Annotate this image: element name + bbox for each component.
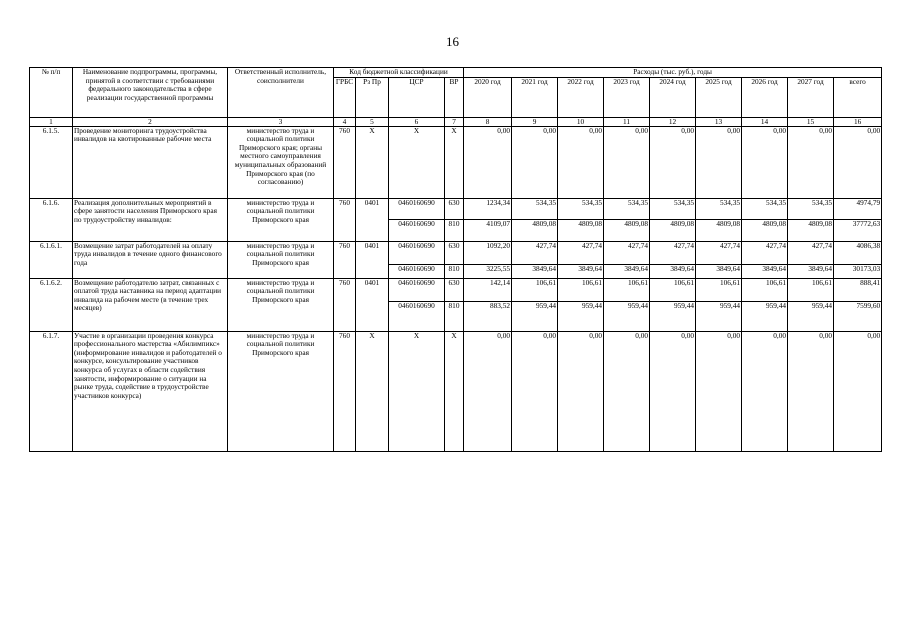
row-vr: 630 xyxy=(445,241,464,264)
header-year: 2022 год xyxy=(558,78,604,118)
row-value: 0,00 xyxy=(650,331,696,451)
row-value: 0,00 xyxy=(742,126,788,198)
row-value: 0,00 xyxy=(512,126,558,198)
row-total: 7599,60 xyxy=(834,301,882,331)
column-index: 4 xyxy=(334,118,356,127)
row-value: 0,00 xyxy=(512,331,558,451)
table-row xyxy=(30,331,882,451)
row-total: 0,00 xyxy=(834,331,882,451)
row-grbs: 760 xyxy=(334,278,356,331)
row-value: 427,74 xyxy=(558,241,604,264)
table-row xyxy=(30,198,882,219)
row-value: 959,44 xyxy=(604,301,650,331)
row-value: 0,00 xyxy=(464,126,512,198)
row-csr: 0460160690 xyxy=(389,198,445,219)
row-csr: 0460160690 xyxy=(389,301,445,331)
row-value: 534,35 xyxy=(604,198,650,219)
column-index: 10 xyxy=(558,118,604,127)
column-index: 8 xyxy=(464,118,512,127)
row-value: 4809,08 xyxy=(558,219,604,241)
row-name: Возмещение затрат работодателей на оплату труда инвалидов в течение одного финансового года xyxy=(73,241,228,278)
row-csr: X xyxy=(389,331,445,451)
header-grbs: ГРБС xyxy=(334,78,356,118)
row-value: 3849,64 xyxy=(696,264,742,278)
table-row xyxy=(30,126,882,198)
row-rzpr: X xyxy=(356,331,389,451)
header-year: 2021 год xyxy=(512,78,558,118)
row-value: 534,35 xyxy=(512,198,558,219)
column-index: 2 xyxy=(73,118,228,127)
row-value: 0,00 xyxy=(788,331,834,451)
row-number: 6.1.6.2. xyxy=(30,278,73,331)
row-name: Реализация дополнительных мероприятий в сфере занятости населения Приморского края по трудоустройству инвалидов: xyxy=(73,198,228,241)
row-value: 959,44 xyxy=(696,301,742,331)
column-index: 11 xyxy=(604,118,650,127)
row-value: 142,14 xyxy=(464,278,512,301)
row-value: 959,44 xyxy=(558,301,604,331)
row-rzpr: 0401 xyxy=(356,278,389,331)
row-number: 6.1.7. xyxy=(30,331,73,451)
row-value: 4809,08 xyxy=(512,219,558,241)
column-index: 3 xyxy=(228,118,334,127)
table-row xyxy=(30,278,882,301)
row-value: 3849,64 xyxy=(788,264,834,278)
header-year: 2025 год xyxy=(696,78,742,118)
row-value: 427,74 xyxy=(512,241,558,264)
header-year: 2023 год xyxy=(604,78,650,118)
row-value: 4809,08 xyxy=(696,219,742,241)
row-value: 427,74 xyxy=(742,241,788,264)
row-value: 427,74 xyxy=(696,241,742,264)
header-year: 2027 год xyxy=(788,78,834,118)
row-value: 1234,34 xyxy=(464,198,512,219)
row-rzpr: 0401 xyxy=(356,241,389,278)
row-value: 0,00 xyxy=(650,126,696,198)
row-value: 4809,08 xyxy=(788,219,834,241)
header-kbk: Код бюджетной классификации xyxy=(334,68,464,78)
row-total: 0,00 xyxy=(834,126,882,198)
header-year: 2024 год xyxy=(650,78,696,118)
row-responsible: министерство труда и социальной политики Приморского края xyxy=(228,331,334,451)
row-vr: X xyxy=(445,331,464,451)
row-number: 6.1.5. xyxy=(30,126,73,198)
header-year: 2026 год xyxy=(742,78,788,118)
column-index: 1 xyxy=(30,118,73,127)
row-value: 959,44 xyxy=(788,301,834,331)
row-csr: 0460160690 xyxy=(389,264,445,278)
row-value: 3849,64 xyxy=(604,264,650,278)
row-value: 0,00 xyxy=(742,331,788,451)
row-grbs: 760 xyxy=(334,331,356,451)
table-row xyxy=(30,241,882,264)
row-value: 0,00 xyxy=(604,331,650,451)
row-number: 6.1.6. xyxy=(30,198,73,241)
row-value: 3849,64 xyxy=(650,264,696,278)
row-vr: 810 xyxy=(445,219,464,241)
row-name: Проведение мониторинга трудоустройства инвалидов на квотированные рабочие места xyxy=(73,126,228,198)
column-index: 12 xyxy=(650,118,696,127)
row-grbs: 760 xyxy=(334,126,356,198)
row-value: 106,61 xyxy=(696,278,742,301)
row-value: 0,00 xyxy=(696,126,742,198)
page-number: 16 xyxy=(446,34,459,49)
row-value: 427,74 xyxy=(604,241,650,264)
budget-table xyxy=(29,67,882,452)
row-responsible: министерство труда и социальной политики Приморского края xyxy=(228,198,334,241)
row-total: 888,41 xyxy=(834,278,882,301)
column-index: 14 xyxy=(742,118,788,127)
row-value: 3849,64 xyxy=(512,264,558,278)
row-value: 534,35 xyxy=(742,198,788,219)
column-index: 7 xyxy=(445,118,464,127)
row-value: 427,74 xyxy=(788,241,834,264)
row-total: 30173,03 xyxy=(834,264,882,278)
row-value: 3849,64 xyxy=(742,264,788,278)
row-value: 106,61 xyxy=(650,278,696,301)
row-vr: X xyxy=(445,126,464,198)
column-index: 15 xyxy=(788,118,834,127)
column-index-row xyxy=(30,118,882,127)
header-rzpr: Рз Пр xyxy=(356,78,389,118)
row-responsible: министерство труда и социальной политики Приморского края xyxy=(228,241,334,278)
row-value: 3225,55 xyxy=(464,264,512,278)
row-value: 106,61 xyxy=(604,278,650,301)
header-total: всего xyxy=(834,78,882,118)
row-value: 4809,08 xyxy=(742,219,788,241)
header-csr: ЦСР xyxy=(389,78,445,118)
row-value: 1092,20 xyxy=(464,241,512,264)
row-number: 6.1.6.1. xyxy=(30,241,73,278)
row-value: 0,00 xyxy=(788,126,834,198)
row-vr: 630 xyxy=(445,278,464,301)
row-value: 0,00 xyxy=(464,331,512,451)
row-value: 4809,08 xyxy=(650,219,696,241)
row-vr: 810 xyxy=(445,264,464,278)
row-csr: X xyxy=(389,126,445,198)
row-csr: 0460160690 xyxy=(389,278,445,301)
row-value: 534,35 xyxy=(558,198,604,219)
row-value: 959,44 xyxy=(512,301,558,331)
row-value: 4109,07 xyxy=(464,219,512,241)
header-num: № п/п xyxy=(30,68,73,118)
row-value: 534,35 xyxy=(696,198,742,219)
row-name: Участие в организации проведения конкурса профессионального мастерства «Абилимпикс» (информирование инвалидов и работодателей о конкурсе, консультирование участников конкурса об услугах в области содействия занятости, информирование о ситуации на рынке труда, содействие в трудоустройстве участников конкурса) xyxy=(73,331,228,451)
column-index: 5 xyxy=(356,118,389,127)
row-value: 0,00 xyxy=(558,126,604,198)
row-value: 427,74 xyxy=(650,241,696,264)
header-name: Наименование подпрограммы, программы, принятой в соответствии с требованиями федерального законодательства в сфере реализации государственной программы xyxy=(73,68,228,118)
row-value: 959,44 xyxy=(650,301,696,331)
row-value: 534,35 xyxy=(650,198,696,219)
row-total: 37772,63 xyxy=(834,219,882,241)
row-total: 4086,38 xyxy=(834,241,882,264)
header-expenses: Расходы (тыс. руб.), годы xyxy=(464,68,882,78)
header-year: 2020 год xyxy=(464,78,512,118)
row-responsible: министерство труда и социальной политики Приморского края; органы местного самоуправления муниципальных образований Приморского края (по согласованию) xyxy=(228,126,334,198)
row-value: 4809,08 xyxy=(604,219,650,241)
table-body xyxy=(30,118,882,452)
row-value: 106,61 xyxy=(512,278,558,301)
row-csr: 0460160690 xyxy=(389,219,445,241)
row-value: 106,61 xyxy=(788,278,834,301)
row-value: 0,00 xyxy=(696,331,742,451)
row-grbs: 760 xyxy=(334,241,356,278)
row-value: 106,61 xyxy=(558,278,604,301)
header-resp: Ответственный исполнитель, соисполнители xyxy=(228,68,334,118)
row-grbs: 760 xyxy=(334,198,356,241)
column-index: 13 xyxy=(696,118,742,127)
column-index: 16 xyxy=(834,118,882,127)
row-value: 0,00 xyxy=(558,331,604,451)
row-value: 0,00 xyxy=(604,126,650,198)
row-name: Возмещение работодателю затрат, связанных с оплатой труда наставника на период адаптации инвалида на рабочем месте (в течение трех месяцев) xyxy=(73,278,228,331)
row-value: 959,44 xyxy=(742,301,788,331)
row-vr: 810 xyxy=(445,301,464,331)
row-value: 883,52 xyxy=(464,301,512,331)
row-total: 4974,79 xyxy=(834,198,882,219)
row-rzpr: X xyxy=(356,126,389,198)
column-index: 6 xyxy=(389,118,445,127)
row-value: 106,61 xyxy=(742,278,788,301)
row-value: 534,35 xyxy=(788,198,834,219)
row-csr: 0460160690 xyxy=(389,241,445,264)
column-index: 9 xyxy=(512,118,558,127)
row-rzpr: 0401 xyxy=(356,198,389,241)
row-responsible: министерство труда и социальной политики Приморского края xyxy=(228,278,334,331)
row-value: 3849,64 xyxy=(558,264,604,278)
header-vr: ВР xyxy=(445,78,464,118)
row-vr: 630 xyxy=(445,198,464,219)
